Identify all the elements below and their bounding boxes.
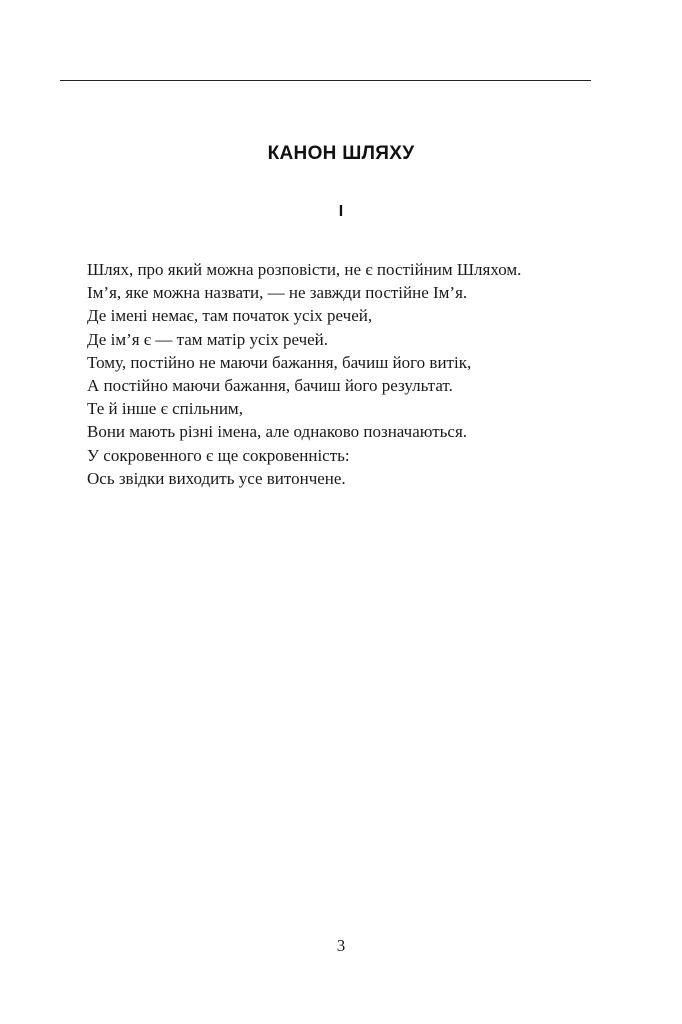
poem-line: А постійно маючи бажання, бачиш його результат.: [87, 376, 453, 396]
poem-line: Шлях, про який можна розповісти, не є постійним Шляхом.: [87, 260, 522, 279]
header-rule: [60, 80, 591, 81]
poem-line: Те й інше є спільним,: [87, 399, 243, 419]
poem-line: Де ім’я є — там матір усіх речей.: [87, 329, 329, 349]
poem-line: У сокровенного є ще сокровенність:: [87, 445, 350, 465]
poem-line: Де імені немає, там початок усіх речей,: [87, 306, 373, 326]
page-number: 3: [336, 936, 346, 955]
poem-line: Ось звідки виходить усе витончене.: [87, 468, 346, 488]
poem-line: Вони мають різні імена, але однаково позначаються.: [87, 422, 468, 442]
poem-text: [87, 258, 647, 490]
section-number: I: [338, 203, 344, 220]
poem-line: Ім’я, яке можна назвати, — не завжди постійне Ім’я.: [87, 283, 468, 303]
chapter-title: КАНОН ШЛЯХУ: [267, 143, 415, 164]
poem-line: Тому, постійно не маючи бажання, бачиш його витік,: [87, 352, 472, 372]
